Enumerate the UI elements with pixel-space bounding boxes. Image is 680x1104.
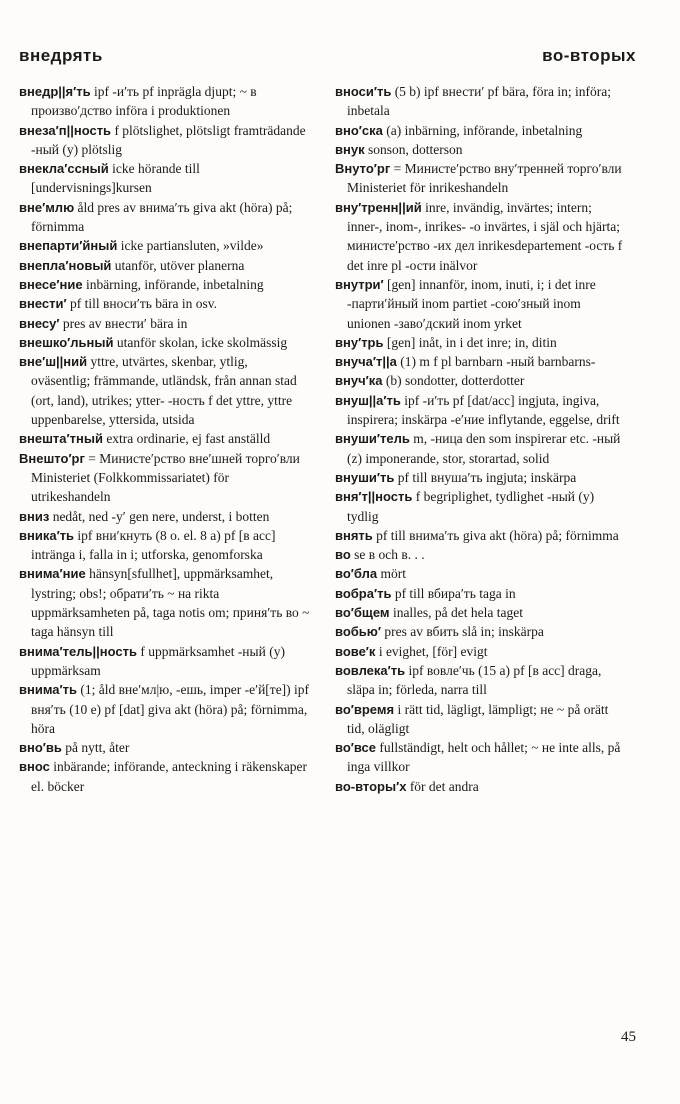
definition: för det andra	[406, 778, 479, 794]
headword: во′все	[335, 740, 377, 756]
definition: åld pres av внима′ть giva akt (höra) på; förnimma	[31, 199, 293, 235]
headword: внуч′ка	[335, 373, 383, 389]
dictionary-entry	[335, 700, 626, 739]
dictionary-entry	[19, 256, 310, 275]
definition: i rätt tid, lägligt, lämpligt; не ~ på orätt tid, olägligt	[347, 701, 609, 736]
definition: [gen] inåt, in i det inre; in, ditin	[383, 334, 557, 350]
headword: внести′	[19, 296, 67, 312]
definition: inbärning, införande, inbetalning	[82, 276, 264, 292]
headword: вну′трь	[335, 334, 384, 350]
dictionary-entry	[335, 738, 626, 777]
definition: inalles, på det hela taget	[389, 605, 524, 621]
headword: внос	[19, 759, 50, 775]
definition: (5 b) ipf внести′ pf bära, föra in; införa; inbetala	[347, 84, 611, 119]
headword: вне′млю	[19, 199, 75, 215]
definition: utanför skolan, icke skolmässig	[113, 334, 288, 350]
dictionary-entry	[335, 564, 626, 583]
headword: вно′ска	[335, 122, 383, 138]
headword: внутри′	[335, 276, 384, 292]
headword: Внуто′рг	[335, 161, 391, 177]
dictionary-entry	[19, 757, 310, 796]
dictionary-entry	[19, 159, 310, 198]
definition: extra ordinarie, ej fast anställd	[102, 431, 271, 447]
running-head-first-word: внедрять	[19, 46, 103, 65]
definition: pf till внуша′ть ingjuta; inskärpa	[394, 469, 577, 485]
headword: вноси′ть	[335, 84, 392, 99]
headword: внуш||а′ть	[335, 392, 401, 408]
running-head	[19, 46, 636, 70]
headword: внедр||я′ть	[19, 84, 91, 99]
definition: pf till вноси′ть bära in osv.	[66, 296, 218, 312]
headword: внуши′тель	[335, 431, 410, 447]
headword: во-вторы′х	[335, 778, 407, 794]
headword: вобью′	[335, 624, 382, 640]
dictionary-entry	[19, 680, 310, 738]
headword: внять	[335, 527, 373, 543]
headword: вну′тренн||ий	[335, 199, 422, 215]
headword: внеза′п||ность	[19, 122, 112, 138]
dictionary-entry	[19, 198, 310, 237]
dictionary-entry	[335, 333, 626, 352]
page-number: 45	[621, 1029, 636, 1045]
left-column	[19, 82, 310, 796]
headword: вниз	[19, 508, 50, 524]
definition: [gen] innanför, inom, inuti, i; i det inre -парти′йный inom partiet -сою′зный inom unionen -заво′дский inom yrket	[347, 276, 596, 331]
definition: pres av вбить slå in; inskärpa	[381, 624, 544, 640]
dictionary-entry	[335, 545, 626, 564]
definition: se в och в. . .	[350, 547, 425, 563]
definition: fullständigt, helt och hållet; ~ не inte alls, på inga villkor	[347, 740, 621, 775]
definition: (1; åld вне′мл|ю, -ешь, imper -е′й[те]) ipf вня′ть (10 e) pf [dat] giva akt (höra) på; förnimma, höra	[31, 682, 310, 736]
headword: внепарти′йный	[19, 238, 118, 254]
definition: (1) m f pl barnbarn -ный barnbarns-	[396, 354, 596, 370]
definition: (b) sondotter, dotterdotter	[382, 373, 525, 389]
dictionary-entry	[335, 603, 626, 622]
dictionary-entry	[335, 487, 626, 526]
definition: nedåt, ned -у′ gen nere, underst, i botten	[49, 508, 270, 524]
dictionary-entry	[335, 468, 626, 487]
dictionary-entry	[335, 275, 626, 333]
dictionary-entry	[19, 526, 310, 565]
dictionary-entry	[19, 236, 310, 255]
dictionary-entry	[335, 526, 626, 545]
headword: во	[335, 547, 351, 563]
definition: ipf -и′ть pf [dat/acc] ingjuta, ingiva, inspirera; inskärpa -е′ние inflytande, eggelse, drift	[347, 392, 620, 428]
dictionary-entry	[19, 294, 310, 313]
headword: вня′т||ность	[335, 489, 413, 505]
headword: внекла′ссный	[19, 161, 109, 177]
headword: внешта′тный	[19, 431, 103, 447]
dictionary-entry	[19, 738, 310, 757]
headword: вовлека′ть	[335, 662, 406, 678]
headword: вника′ть	[19, 527, 75, 543]
headword: внепла′новый	[19, 257, 112, 273]
definition: ipf -и′ть pf inprägla djupt; ~ в произво′дство införa i produktionen	[31, 84, 257, 119]
definition: i evighet, [för] evigt	[375, 643, 488, 659]
dictionary-entry	[19, 449, 310, 507]
headword: во′бла	[335, 566, 378, 582]
dictionary-entry	[19, 352, 310, 429]
dictionary-entry	[335, 777, 626, 796]
definition: icke partiansluten, »vilde»	[117, 238, 264, 254]
definition: hänsyn[sfullhet], uppmärksamhet, lystring; obs!; обрати′ть ~ на rikta uppmärksamheten på, taga notis om; приня′ть во ~ taga hänsyn till	[31, 566, 310, 640]
headword: внуши′ть	[335, 469, 395, 485]
definition: pf till вбира′ть taga in	[391, 585, 516, 601]
definition: f begriplighet, tydlighet -ный (y) tydlig	[347, 489, 595, 524]
dictionary-entry	[335, 622, 626, 641]
definition: f plötslighet, plötsligt framträdande -ный (y) plötslig	[31, 122, 306, 157]
definition: på nytt, åter	[61, 740, 130, 756]
headword: вове′к	[335, 643, 376, 659]
definition: inre, invändig, invärtes; intern; inner-, inom-, inrikes- -о invärtes, i själ och hjärta; министе′рство -их дел inrikesdepartement -ость f det inre pl -ости inälvor	[347, 199, 623, 273]
definition: = Министе′рство вне′шней торго′вли Ministeriet (Folkkommissariatet) för utrikeshandeln	[31, 450, 300, 505]
right-column	[335, 82, 626, 796]
running-head-last-word: во-вторых	[542, 46, 636, 65]
definition: sonson, dotterson	[364, 141, 463, 157]
dictionary-entry	[19, 507, 310, 526]
headword: внима′ть	[19, 682, 77, 698]
dictionary-entry	[19, 275, 310, 294]
definition: ipf вовле′чь (15 a) pf [в acc] draga, släpa in; förleda, narra till	[347, 662, 602, 698]
dictionary-entry	[335, 371, 626, 390]
definition: pres av внести′ bära in	[59, 315, 188, 331]
definition: inbärande; införande, anteckning i räkenskaper el. böcker	[31, 759, 307, 794]
dictionary-entry	[335, 352, 626, 371]
headword: вне′ш||ний	[19, 354, 88, 370]
headword: внуча′т||а	[335, 354, 397, 370]
dictionary-entry	[335, 121, 626, 140]
headword: во′бщем	[335, 605, 390, 621]
headword: внук	[335, 141, 365, 157]
dictionary-entry	[19, 333, 310, 352]
definition: yttre, utvärtes, skenbar, ytlig, oväsentlig; främmande, utländsk, från annan stad (ort, land), utrikes; ytter- -ность f det yttre, yttre uppenbarelse, yttersida, utsida	[31, 354, 297, 428]
dictionary-entry	[19, 642, 310, 681]
definition: mört	[377, 566, 406, 582]
definition: m, -ница den som inspirerar etc. -ный (z) imponerande, stor, storartad, solid	[347, 431, 621, 466]
definition: ipf вни′кнуть (8 o. el. 8 a) pf [в acc] intränga i, falla in i; utforska, genomforska	[31, 527, 276, 563]
definition: = Министе′рство вну′тренней торго′вли Ministeriet för inrikeshandeln	[347, 161, 622, 196]
headword: внима′ние	[19, 566, 86, 582]
dictionary-entry	[335, 429, 626, 468]
headword: вно′вь	[19, 740, 62, 756]
dictionary-entry	[19, 429, 310, 448]
dictionary-entry	[19, 82, 310, 121]
dictionary-entry	[335, 198, 626, 275]
definition: utanför, utöver planerna	[111, 257, 245, 273]
dictionary-entry	[335, 140, 626, 159]
headword: внима′тель||ность	[19, 643, 137, 659]
definition: f uppmärksamhet -ный (y) uppmärksam	[31, 643, 285, 678]
headword: Внешто′рг	[19, 450, 85, 466]
headword: во′время	[335, 701, 395, 717]
headword: внесе′ние	[19, 276, 83, 292]
dictionary-entry	[335, 661, 626, 700]
dictionary-entry	[335, 391, 626, 430]
dictionary-entry	[19, 314, 310, 333]
headword: внешко′льный	[19, 334, 114, 350]
dictionary-entry	[335, 159, 626, 198]
dictionary-entry	[335, 584, 626, 603]
definition: pf till внима′ть giva akt (höra) på; förnimma	[372, 527, 619, 543]
dictionary-entry	[335, 642, 626, 661]
dictionary-entry	[335, 82, 626, 121]
headword: вобра′ть	[335, 585, 392, 601]
definition: icke hörande till [undervisnings]kursen	[31, 161, 200, 196]
definition: (a) inbärning, införande, inbetalning	[382, 122, 583, 138]
headword: внесу′	[19, 315, 60, 331]
dictionary-entry	[19, 121, 310, 160]
dictionary-entry	[19, 564, 310, 641]
